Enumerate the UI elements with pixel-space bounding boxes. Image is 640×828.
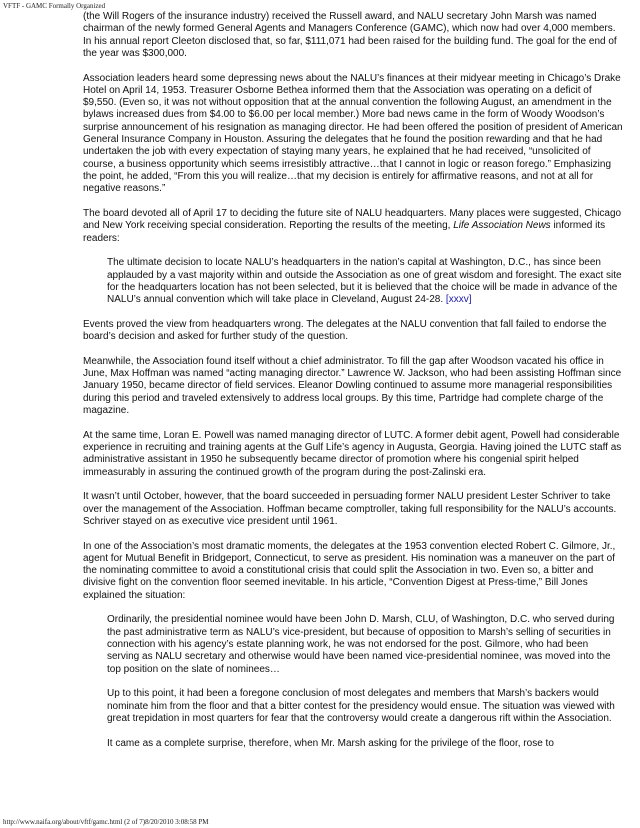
- quote-paragraph: Ordinarily, the presidential nominee would have been John D. Marsh, CLU, of Washington, D.C. who served during the past administrative term as NALU’s vice-president, but because of opposition to Marsh’s selling of securities in connection with his agency’s estate planning work, he was not endorsed for the post. Gilmore, who had been serving as NALU secretary and otherwise would have been named vice-presidential nominee, was moved into the top position on the slate of nominees…: [107, 614, 615, 675]
- quote-convention-digest: [83, 614, 623, 749]
- quote-life-association-news: [83, 257, 623, 306]
- paragraph-text: informed its readers:: [83, 220, 606, 244]
- publication-title: Life Association News: [453, 220, 551, 232]
- paragraph-headquarters-site: [83, 208, 623, 245]
- print-footer-url: http://www.naifa.org/about/vftf/gamc.html (2 of 7)8/20/2010 3:08:58 PM: [3, 818, 209, 826]
- footnote-link-xxxv[interactable]: [xxxv]: [445, 294, 472, 306]
- quote-paragraph: Up to this point, it had been a foregone conclusion of most delegates and members that Marsh’s backers would nominate him from the floor and that a bitter contest for the presidency would ensue. The situation was viewed with great trepidation in most quarters for fear that the controversy would create a dangerous rift within the Association.: [107, 688, 615, 724]
- article-body: [83, 11, 623, 762]
- paragraph-1953-convention: In one of the Association’s most dramatic moments, the delegates at the 1953 convention elected Robert C. Gilmore, Jr., agent for Mutual Benefit in Bridgeport, Connecticut, to serve as president. His nomination was a maneuver on the part of the nominating committee to avoid a constitutional crisis that could split the Association in two. Even so, a bitter and divisive fight on the convention floor seemed inevitable. In his article, “Convention Digest at Press-time,” Bill Jones explained the situation:: [83, 540, 616, 601]
- paragraph-events-proved: Events proved the view from headquarters wrong. The delegates at the NALU convention that fall failed to endorse the board’s decision and asked for further study of the question.: [83, 318, 607, 343]
- paragraph-loran-powell: At the same time, Loran E. Powell was named managing director of LUTC. A former debit agent, Powell had considerable experience in recruiting and training agents at the Gulf Life’s agency in Augusta, Georgia. Having joined the LUTC staff as administrative assistant in 1950 he subsequently became director of promotion where his congenial spirit helped immeasurably in assuring the continued growth of the program during the post-Zalinski era.: [83, 429, 622, 478]
- paragraph-midyear-meeting: Association leaders heard some depressing news about the NALU’s finances at their midyear meeting in Chicago’s Drake Hotel on April 14, 1953. Treasurer Osborne Bethea informed them that the Association was operating on a deficit of $9,550. (Even so, it was not without opposition that at the annual convention the following August, an amendment in the bylaws increased dues from $4.00 to $6.00 per local member.) More bad news came in the form of Woody Woodson’s surprise announcement of his resignation as managing director. He had been offered the position of president of American General Insurance Company in Houston. Assuring the delegates that he found the position rewarding and that he had undertaken the job with every expectation of staying many years, he explained that he had received, “unsolicited of course, a business opportunity which seems irresistibly attractive…that I cannot in logic or reason forego.” Emphasizing the point, he added, “From this you will realize…that my decision is entirely for affirmative reasons, and not at all for negative reasons.”: [83, 72, 623, 195]
- quote-paragraph: It came as a complete surprise, therefore, when Mr. Marsh asking for the privilege of the floor, rose to: [107, 737, 554, 749]
- paragraph-text: The board devoted all of April 17 to deciding the future site of NALU headquarters. Many places were suggested, Chicago and New York receiving special consideration. Reporting the results of the meeting,: [83, 207, 622, 232]
- print-header-title: VFTF - GAMC Formally Organized: [3, 2, 106, 10]
- paragraph-russell-award: (the Will Rogers of the insurance industry) received the Russell award, and NALU secretary John Marsh was named chairman of the newly formed General Agents and Managers Conference (GAMC), which now had over 4,000 members. In his annual report Cleeton disclosed that, so far, $111,071 had been raised for the building fund. The goal for the end of the year was $300,000.: [83, 11, 617, 59]
- paragraph-chief-administrator: Meanwhile, the Association found itself without a chief administrator. To fill the gap after Woodson vacated his office in June, Max Hoffman was named “acting managing director.” Lawrence W. Jackson, who had been assisting Hoffman since January 1950, became director of field services. Eleanor Dowling continued to assume more managerial responsibilities during this period and traveled extensively to address local groups. By this time, Partridge had complete charge of the magazine.: [83, 355, 622, 416]
- quote-text: The ultimate decision to locate NALU’s headquarters in the nation’s capital at Washington, D.C., has since been applauded by a vast majority within and outside the Association as one of great wisdom and foresight. The exact site for the headquarters location has not been selected, but it is believed that the choice will be made in advance of the NALU’s annual convention which will take place in Cleveland, August 24-28.: [107, 257, 622, 306]
- paragraph-schriver: It wasn’t until October, however, that the board succeeded in persuading former NALU president Lester Schriver to take over the management of the Association. Hoffman became comptroller, taking full responsibility for the NALU’s accounts. Schriver stayed on as executive vice president until 1961.: [83, 491, 617, 527]
- quote-paragraph: [107, 257, 623, 306]
